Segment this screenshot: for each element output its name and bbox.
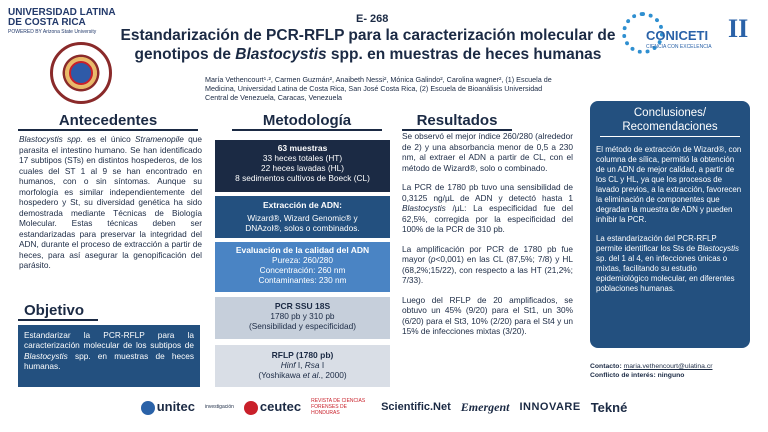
method-box3-line1: Pureza: 260/280 bbox=[272, 255, 333, 265]
method-box3-line3: Contaminantes: 230 nm bbox=[258, 275, 347, 285]
sponsor-ceutec-label: ceutec bbox=[259, 399, 302, 415]
method-box5-line1 bbox=[215, 360, 390, 370]
method-box5-rsa: Rsa bbox=[304, 360, 320, 370]
contact-info bbox=[590, 362, 765, 380]
conicet-tagline: CIENCIA CON EXCELENCIA bbox=[646, 44, 712, 50]
metodologia-heading: Metodología bbox=[232, 112, 382, 131]
method-box-extraction bbox=[215, 196, 390, 238]
resultados-p1: Se observó el mejor índice 260/280 (alrededor de 2) y una absorbancia menor de 0,5 a 230 nm, al extraer el ADN a partir de CL, con el método de Wizard®, solo o combinado. bbox=[402, 131, 573, 173]
antecedentes-genus: Stramenopile bbox=[134, 134, 184, 144]
method-box3-title: Evaluación de la calidad del ADN bbox=[235, 245, 370, 255]
objetivo-italic: Blastocystis bbox=[24, 350, 68, 361]
university-logo bbox=[8, 8, 123, 35]
method-box2-title: Extracción de ADN: bbox=[262, 200, 343, 210]
method-box5-hinf: Hinf bbox=[280, 360, 296, 370]
resultados-p3 bbox=[402, 244, 573, 286]
method-box4-line1: 1780 pb y 310 pb bbox=[270, 311, 335, 321]
university-name-line1: UNIVERSIDAD LATINA bbox=[8, 7, 116, 18]
resultados-p3-italic: p bbox=[430, 254, 436, 264]
method-box5-ref-c: ., 2000) bbox=[318, 370, 347, 380]
university-name-line2: DE COSTA RICA bbox=[8, 17, 86, 28]
authors-affiliations: María Vethencourt¹·², Carmen Guzmán², Anaibeth Nessi², Mónica Galindo², Carolina wagner², (1) Escuela de Medicina, Universidad Latina de Costa Rica, San José Costa Rica, (2) Escuela de Bioanálisis Universidad Central de Venezuela, Caracas, Venezuela bbox=[205, 75, 552, 102]
sponsor-unitec bbox=[141, 399, 195, 415]
method-box1-line3: 8 sedimentos cultivos de Boeck (CL) bbox=[235, 173, 370, 183]
sponsor-tekne: Tekné bbox=[590, 399, 628, 415]
resultados-p2-a: La PCR de 1780 pb tuvo una sensibilidad de 0,3125 ng/µL de ADN y detectó hasta 1 bbox=[402, 182, 573, 203]
resultados-p2-italic: Blastocystis bbox=[402, 203, 446, 213]
conclusiones-p2-b: sp. del 1 al 4, en infecciones únicas o mixtas, facilitando su estudio epidemiológico molecular, en diferentes poblaciones humanas. bbox=[596, 254, 735, 293]
conicet-roman: II bbox=[728, 14, 749, 43]
sponsor-investigacion: investigación bbox=[204, 404, 234, 410]
resultados-text bbox=[402, 131, 573, 346]
sponsor-ceutec bbox=[244, 399, 301, 415]
resultados-heading: Resultados bbox=[402, 112, 512, 131]
university-powered-by: POWERED BY Arizona State University bbox=[8, 29, 97, 35]
conclusiones-p1: El método de extracción de Wizard®, con columna de sílica, permitió la obtención de un ADN de mejor calidad, a partir de los CL y HL, ya que los procesos de lavado previos, a la extracción, favorecen la eliminación de componentes que degradan la muestra de ADN y pueden inhibir la PCR. bbox=[596, 145, 742, 224]
objetivo-t2: spp. en muestras de heces humanas. bbox=[24, 350, 194, 371]
conclusiones-heading-l2: Recomendaciones bbox=[622, 121, 718, 133]
method-box4-title: PCR SSU 18S bbox=[274, 301, 331, 311]
conclusiones-p2-italic: Blastocystis bbox=[697, 244, 739, 253]
sponsor-unitec-label: unitec bbox=[156, 399, 195, 415]
conclusiones-heading bbox=[600, 106, 740, 137]
sponsor-innovare: INNOVARE bbox=[519, 401, 581, 413]
resultados-p4: Luego del RFLP de 20 amplificados, se obtuvo un 45% (9/20) para el St1, un 30% (6/20) para el St3, 10% (2/20) para el St4 y un 15% de infecciones mixtas (3/20). bbox=[402, 294, 573, 336]
method-box2-line1: Wizard®, Wizard Genomic® y bbox=[247, 213, 358, 223]
conclusiones-box bbox=[590, 101, 750, 348]
antecedentes-t1: es el único bbox=[82, 134, 135, 144]
conclusiones-p2 bbox=[596, 234, 744, 294]
title-part1: Estandarización de PCR-RFLP para la caracterización molecular de genotipos de bbox=[120, 27, 616, 63]
objetivo-t1: Estandarizar la PCR-RFLP para la caracterización molecular de los subtipos de bbox=[24, 330, 194, 351]
resultados-p2-b: /µL: La especificidad fue del 62,5%, corregida por la especificidad del 100% de la PCR de 310 pb. bbox=[402, 203, 573, 234]
contact-label: Contacto: bbox=[590, 363, 622, 370]
sponsor-emergent: Emergent bbox=[460, 399, 510, 414]
method-box2-line2: DNAzol®, solos o combinados. bbox=[245, 223, 360, 233]
contact-email-link[interactable]: maria.vethencourt@ulatina.cr bbox=[623, 363, 713, 370]
antecedentes-text bbox=[19, 134, 202, 271]
method-box5-ref-a: (Yoshikawa bbox=[258, 370, 303, 380]
antecedentes-t2: que parasita el intestino humano. Se han identificado 17 subtipos (STs) en distintos hospederos, de los cuales del ST 1 al 9 se han encontrado en humanos, con o sin síntomas. Aunque su morfología es similar independientemente del hospedero y St, su diversidad genética ha sido demostrada mediante Técnicas de Biología Molecular. Estas técnicas deben ser estandarizadas para preservar la integridad del ADN, durante el proceso de extracción a partir de heces, para así asegurar la genopificación del parásito. bbox=[19, 134, 203, 270]
method-box3-line2: Concentración: 260 nm bbox=[259, 265, 346, 275]
resultados-p3-b: <0,001) en las CL (87,5%; 7/8) y HL (68,2%;15/22), con respecto a las HT (21,2%; 7/33). bbox=[402, 254, 573, 285]
method-box5-title: RFLP (1780 pb) bbox=[271, 350, 334, 360]
method-box5-sep: I, bbox=[295, 360, 305, 370]
method-box4-line2: (Sensibilidad y especificidad) bbox=[249, 321, 356, 331]
objetivo-heading: Objetivo bbox=[18, 302, 98, 321]
event-id: E- 268 bbox=[356, 13, 389, 25]
sponsor-revista: REVISTA DE CIENCIAS FORENSES DE HONDURAS bbox=[311, 398, 366, 416]
resultados-p2 bbox=[402, 182, 573, 235]
method-box-pcr bbox=[215, 297, 390, 339]
method-box1-line2: 22 heces lavadas (HL) bbox=[260, 163, 344, 173]
method-box1-title: 63 muestras bbox=[277, 143, 328, 153]
method-box5-end: I bbox=[319, 360, 325, 370]
conflict-of-interest: Conflicto de interés: ninguno bbox=[590, 372, 685, 379]
method-box-quality bbox=[215, 242, 390, 292]
objetivo-box bbox=[18, 325, 200, 387]
conicet-name: CONICETI bbox=[646, 28, 709, 43]
title-italic: Blastocystis bbox=[235, 46, 327, 63]
unitec-logo-icon bbox=[141, 401, 155, 415]
conicet-logo bbox=[622, 10, 762, 60]
poster-title bbox=[118, 26, 618, 64]
resultados-p3-a: La amplificación por PCR de 1780 pb fue mayor ( bbox=[402, 243, 573, 264]
conclusiones-heading-l1: Conclusiones/ bbox=[633, 107, 707, 119]
method-box5-ref-b: et al bbox=[302, 370, 319, 380]
method-box5-line2 bbox=[215, 370, 390, 380]
conclusiones-p2-a: La estandarización del PCR-RFLP permite identificar los Sts de bbox=[596, 234, 717, 253]
ceutec-logo-icon bbox=[244, 401, 258, 415]
title-part2: spp. en muestras de heces humanas bbox=[326, 46, 602, 63]
sponsors-bar bbox=[0, 392, 768, 422]
university-seal-icon bbox=[50, 42, 112, 104]
method-box-samples bbox=[215, 140, 390, 192]
method-box1-line1: 33 heces totales (HT) bbox=[262, 153, 343, 163]
antecedentes-species: Blastocystis spp. bbox=[19, 134, 83, 144]
sponsor-scientific-net: Scientific.Net bbox=[381, 401, 451, 413]
method-box-rflp bbox=[215, 345, 390, 387]
antecedentes-heading: Antecedentes bbox=[18, 112, 198, 131]
